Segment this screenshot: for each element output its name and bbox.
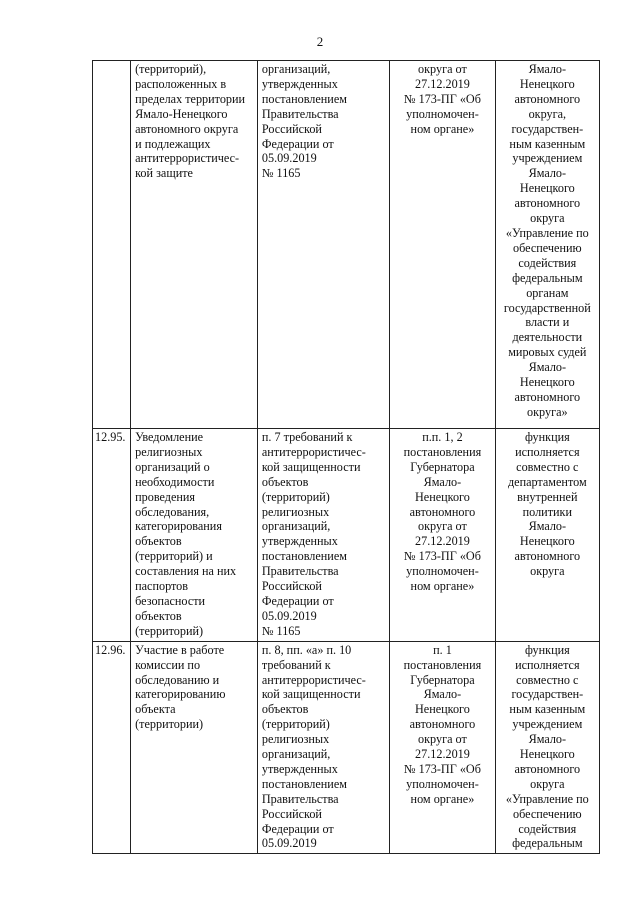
item-number-cell [93,429,131,642]
cell-text-line: органам [526,285,569,300]
cell-text-line: проведения [135,489,196,504]
cell-text-line: религиозных [135,444,203,459]
cell-text-line: автономного [514,549,581,564]
cell-text-line: кой защищенности [261,687,361,702]
cell-text-line: совместно с [516,459,579,474]
cell-text-line: № 173-ПГ «Об [403,91,481,106]
cell-text-line: Участие в работе [135,642,225,657]
cell-text-line: организаций, [261,62,331,76]
cell-text-line: религиозных [261,504,330,519]
legal-basis-cell [257,641,389,854]
cell-text-line: ном органе» [410,791,475,806]
cell-text-line: Российской [261,806,322,821]
note-cell [495,61,599,429]
cell-text-line: автономного [514,196,581,211]
cell-text-line: № 173-ПГ «Об [403,549,481,564]
cell-text-line: Ненецкого [519,375,575,390]
item-number-cell [93,641,131,854]
cell-text-line: п. 1 [433,642,452,657]
cell-text-line: автономного [409,504,476,519]
cell-text-line: ным казенным [509,702,586,717]
cell-text-line: государствен- [511,687,584,702]
cell-text-line: постановлением [261,91,347,106]
cell-text-line: государствен- [511,121,584,136]
cell-text-line: и подлежащих [135,136,211,151]
table-row [93,429,600,642]
cell-text-line: «Управление по [505,225,589,240]
cell-text-line: паспортов [135,579,189,594]
cell-text-line: Правительства [261,791,339,806]
cell-text-line: 27.12.2019 [415,534,470,549]
cell-text-line: категорирования [135,519,222,534]
cell-text-line: религиозных [261,732,330,747]
cell-text-line: ном органе» [410,121,475,136]
cell-text-line: Федерации от [261,136,334,151]
cell-text-line: мировых судей [508,345,587,360]
function-name-cell [131,429,258,642]
cell-text-line: расположенных в [135,76,227,91]
cell-text-line: 05.09.2019 [261,608,317,623]
cell-text-line: организаций, [261,747,331,762]
cell-text-line: округа от [418,732,467,747]
cell-text-line: обеспечению [513,240,582,255]
cell-text-line: № 1165 [261,166,301,181]
cell-text-line: Российской [261,579,322,594]
cell-text-line: Правительства [261,564,339,579]
item-number: 12.96. [95,642,126,657]
cell-text-line: объектов [135,534,182,549]
cell-text-line: № 173-ПГ «Об [403,761,481,776]
cell-text-line: функция [524,430,570,444]
cell-text-line: округа, [528,106,567,121]
cell-text-line: Ямало- [528,360,567,375]
cell-text-line: комиссии по [135,657,201,672]
cell-text-line: Губернатора [410,672,475,687]
cell-text-line: Федерации от [261,821,334,836]
cell-text-line: Ненецкого [415,489,470,504]
cell-text-line: организаций о [135,459,210,474]
cell-text-line: утвержденных [261,761,338,776]
cell-text-line: ным казенным [509,136,586,151]
cell-text-line: Ямало- [423,687,462,702]
cell-text-line: (территорий) [135,623,204,638]
cell-text-line: кой защищенности [261,459,361,474]
cell-text-line: исполняется [515,444,580,459]
cell-text-line: автономного [409,717,476,732]
cell-text-line: власти и [525,315,570,330]
function-name-cell [131,641,258,854]
cell-text-line: антитеррористичес- [261,444,366,459]
cell-text-line: округа [530,776,565,791]
cell-text-line: автономного [514,91,581,106]
cell-text-line: составления на них [135,564,237,579]
note-cell [495,429,599,642]
cell-text-line: Ненецкого [519,181,575,196]
cell-text-line: деятельности [512,330,583,345]
cell-text-line: округа» [527,404,568,419]
cell-text-line: ном органе» [410,579,475,594]
cell-text-line: автономного округа [135,121,239,136]
cell-text-line: округа [530,211,565,226]
cell-text-line: постановления [403,444,482,459]
cell-text-line: содействия [518,821,577,836]
legal-basis-cell [257,429,389,642]
cell-text-line: утвержденных [261,76,338,91]
cell-text-line: Ямало- [423,474,462,489]
cell-text-line: антитеррористичес- [135,151,240,166]
cell-text-line: обеспечению [513,806,582,821]
cell-text-line: Правительства [261,106,339,121]
functions-table [92,60,600,854]
cell-text-line: Ямало- [528,62,567,76]
cell-text-line: автономного [514,761,581,776]
cell-text-line: Губернатора [410,459,475,474]
authority-act-cell [390,641,495,854]
cell-text-line: федеральным [512,270,583,285]
cell-text-line: департаментом [507,474,587,489]
cell-text-line: Ненецкого [519,534,575,549]
cell-text-line: уполномочен- [406,106,479,121]
cell-text-line: округа от [418,519,467,534]
note-cell [495,641,599,854]
item-number: 12.95. [95,430,126,444]
cell-text-line: (территорий) [261,489,330,504]
cell-text-line: безопасности [135,593,206,608]
cell-text-line: автономного [514,389,581,404]
authority-act-cell [390,429,495,642]
cell-text-line: 27.12.2019 [415,76,470,91]
cell-text-line: постановления [403,657,482,672]
cell-text-line: Ненецкого [519,76,575,91]
cell-text-line: политики [522,504,572,519]
cell-text-line: обследованию и [135,672,220,687]
cell-text-line: объекта [135,702,176,717]
cell-text-line: Федерации от [261,593,334,608]
cell-text-line: 05.09.2019 [261,836,317,851]
cell-text-line: Ямало- [528,519,567,534]
cell-text-line: утвержденных [261,534,338,549]
cell-text-line: исполняется [515,657,580,672]
cell-text-line: совместно с [516,672,579,687]
cell-text-line: объектов [261,474,309,489]
cell-text-line: постановлением [261,549,347,564]
cell-text-line: п. 8, пп. «а» п. 10 [261,642,352,657]
cell-text-line: организаций, [261,519,331,534]
cell-text-line: категорированию [135,687,226,702]
cell-text-line: № 1165 [261,623,301,638]
cell-text-line: 27.12.2019 [415,747,470,762]
table-row [93,641,600,854]
cell-text-line: (территории) [135,717,204,732]
cell-text-line: требований к [261,657,331,672]
cell-text-line: федеральным [512,836,583,851]
cell-text-line: округа [530,564,565,579]
cell-text-line: необходимости [135,474,215,489]
cell-text-line: обследования, [135,504,210,519]
page-number: 2 [316,34,324,49]
cell-text-line: (территорий), [135,62,207,76]
legal-basis-cell [257,61,389,429]
cell-text-line: п.п. 1, 2 [422,430,463,444]
cell-text-line: уполномочен- [406,776,479,791]
cell-text-line: Ненецкого [519,747,575,762]
cell-text-line: Ненецкого [415,702,470,717]
cell-text-line: 05.09.2019 [261,151,317,166]
cell-text-line: учреждением [512,151,583,166]
cell-text-line: Российской [261,121,322,136]
cell-text-line: Ямало- [528,166,567,181]
cell-text-line: объектов [135,608,182,623]
cell-text-line: п. 7 требований к [261,430,353,444]
cell-text-line: государственной [503,300,591,315]
cell-text-line: учреждением [512,717,583,732]
cell-text-line: содействия [518,255,577,270]
cell-text-line: уполномочен- [406,564,479,579]
cell-text-line: антитеррористичес- [261,672,366,687]
cell-text-line: постановлением [261,776,347,791]
cell-text-line: кой защите [135,166,193,181]
cell-text-line: внутренней [517,489,578,504]
cell-text-line: пределах территории [135,91,246,106]
cell-text-line: Уведомление [135,430,204,444]
cell-text-line: функция [524,642,570,657]
item-number-cell [93,61,131,429]
authority-act-cell [390,61,495,429]
cell-text-line: (территорий) и [135,549,213,564]
cell-text-line: объектов [261,702,309,717]
cell-text-line: (территорий) [261,717,330,732]
cell-text-line: «Управление по [505,791,589,806]
cell-text-line: Ямало-Ненецкого [135,106,228,121]
table-row [93,61,600,429]
function-name-cell [131,61,258,429]
cell-text-line: округа от [418,62,467,76]
cell-text-line: Ямало- [528,732,567,747]
